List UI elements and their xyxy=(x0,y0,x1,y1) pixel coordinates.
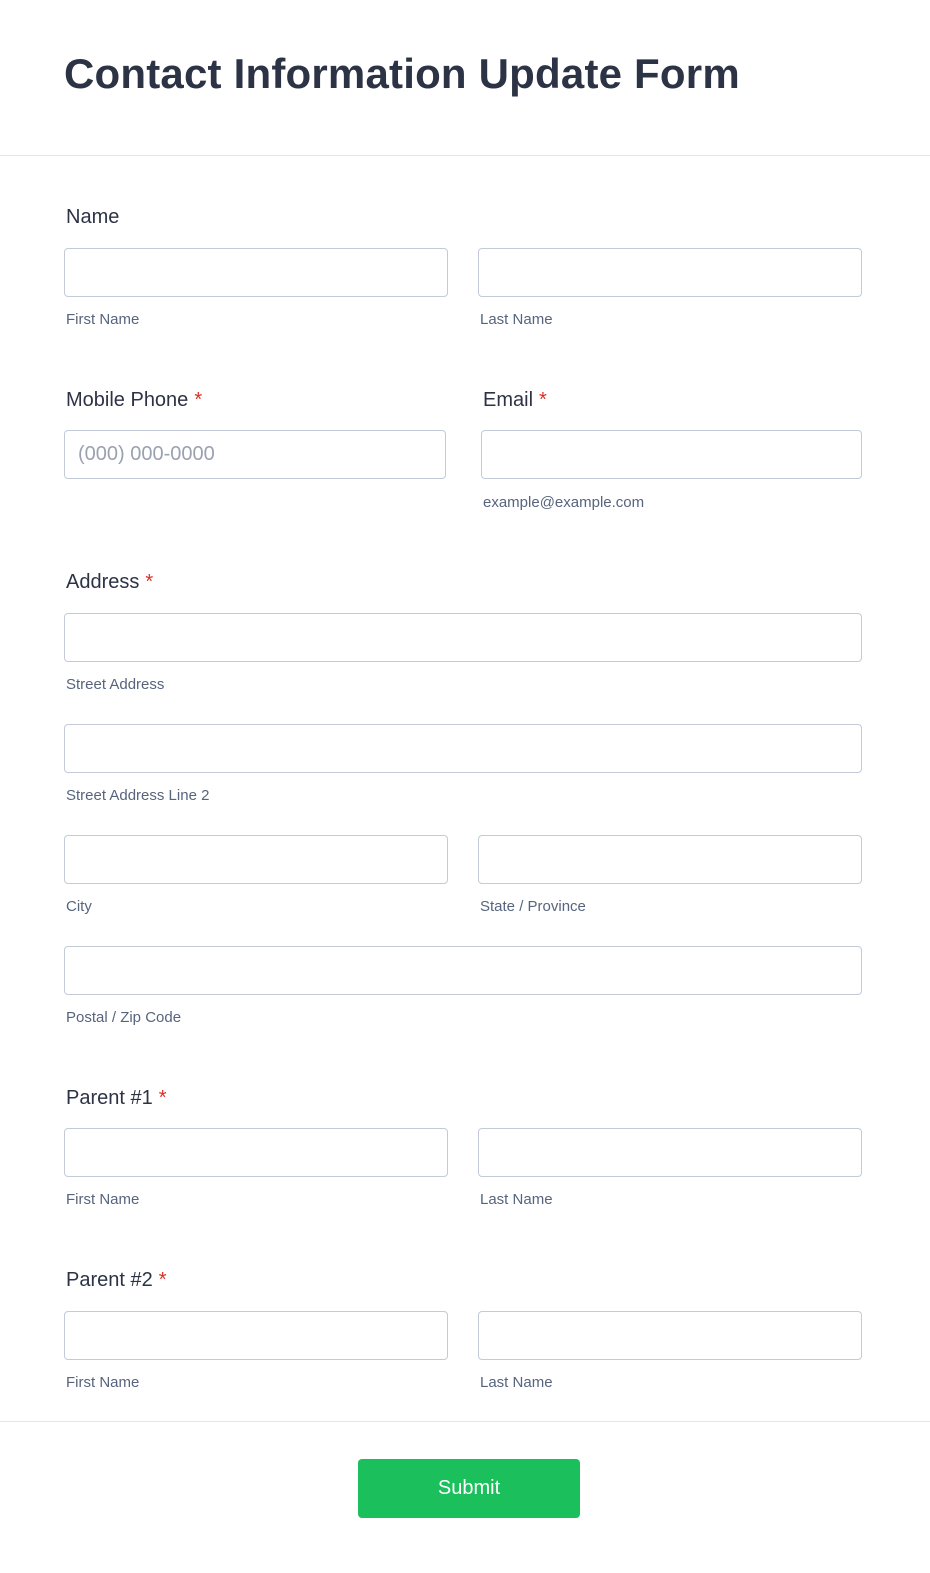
footer-divider xyxy=(0,1421,930,1422)
address-label-text: Address xyxy=(66,571,140,593)
postal-code-input[interactable] xyxy=(64,946,862,995)
street-address-input[interactable] xyxy=(64,613,862,662)
name-label xyxy=(66,206,119,229)
parent2-label xyxy=(66,1269,167,1292)
required-marker: * xyxy=(145,571,154,593)
required-marker: * xyxy=(194,389,203,411)
required-marker: * xyxy=(539,389,547,411)
mobile-phone-input[interactable] xyxy=(64,430,446,479)
address-label xyxy=(66,571,153,594)
parent2-last-name-input[interactable] xyxy=(478,1311,862,1360)
state-province-sublabel: State / Province xyxy=(480,898,586,915)
submit-button[interactable]: Submit xyxy=(358,1459,580,1518)
parent1-last-name-sublabel: Last Name xyxy=(480,1191,553,1208)
parent1-last-name-input[interactable] xyxy=(478,1128,862,1177)
last-name-input[interactable] xyxy=(478,248,862,297)
mobile-phone-label-text: Mobile Phone xyxy=(66,389,189,411)
parent1-label xyxy=(66,1087,167,1110)
state-province-input[interactable] xyxy=(478,835,862,884)
required-marker: * xyxy=(158,1269,167,1291)
parent2-last-name-sublabel: Last Name xyxy=(480,1374,553,1391)
parent1-first-name-input[interactable] xyxy=(64,1128,448,1177)
parent1-label-text: Parent #1 xyxy=(66,1087,153,1109)
street-address-line2-input[interactable] xyxy=(64,724,862,773)
email-label xyxy=(483,389,547,412)
parent1-first-name-sublabel: First Name xyxy=(66,1191,140,1208)
email-input[interactable] xyxy=(481,430,862,479)
city-input[interactable] xyxy=(64,835,448,884)
parent2-first-name-input[interactable] xyxy=(64,1311,448,1360)
page-title: Contact Information Update Form xyxy=(64,50,740,97)
street-address-line2-sublabel: Street Address Line 2 xyxy=(66,787,210,804)
email-sublabel: example@example.com xyxy=(483,494,645,511)
required-marker: * xyxy=(158,1087,167,1109)
email-label-text: Email xyxy=(483,389,534,411)
street-address-sublabel: Street Address xyxy=(66,676,165,693)
mobile-phone-label xyxy=(66,389,202,412)
name-label-text: Name xyxy=(66,206,120,228)
parent2-label-text: Parent #2 xyxy=(66,1269,153,1291)
parent2-first-name-sublabel: First Name xyxy=(66,1374,140,1391)
first-name-sublabel: First Name xyxy=(66,311,140,328)
form-header xyxy=(0,0,930,156)
last-name-sublabel: Last Name xyxy=(480,311,553,328)
postal-code-sublabel: Postal / Zip Code xyxy=(66,1009,182,1026)
city-sublabel: City xyxy=(66,898,92,915)
first-name-input[interactable] xyxy=(64,248,448,297)
